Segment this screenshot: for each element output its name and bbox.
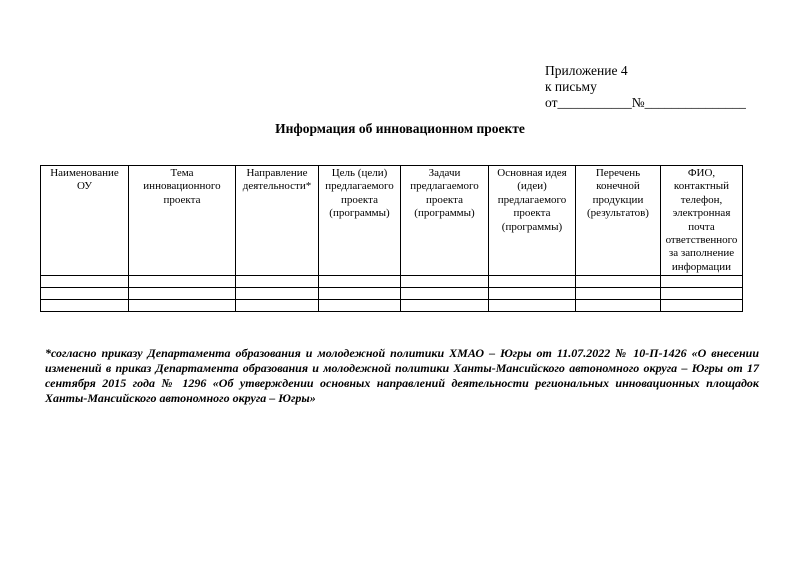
appendix-block	[545, 63, 755, 112]
table-row	[41, 288, 743, 300]
table-cell	[489, 300, 576, 312]
column-header-project-tasks: Задачи предлагаемого проекта (программы)	[401, 166, 489, 276]
project-info-table	[40, 165, 743, 312]
table-cell	[401, 300, 489, 312]
table-row	[41, 300, 743, 312]
table-cell	[576, 300, 661, 312]
column-header-contact-person: ФИО, контактный телефон, электронная почта ответственного за заполнение информации	[661, 166, 743, 276]
table-row	[41, 276, 743, 288]
footnote: *согласно приказу Департамента образования и молодежной политики ХМАО – Югры от 11.07.2022 № 10-П-1426 «О внесении изменений в приказ Департамента образования и молодежной политики Ханты-Мансийского автономного округа – Югры от 17 сентября 2015 года № 1296 «Об утверждении основных направлений деятельности региональных инновационных площадок Ханты-Мансийского автономного округа – Югры»	[45, 346, 759, 405]
table-cell	[576, 276, 661, 288]
table-cell	[129, 300, 236, 312]
appendix-line-3: от___________№_______________	[545, 95, 746, 111]
table-cell	[489, 276, 576, 288]
table-cell	[661, 288, 743, 300]
column-header-final-products: Перечень конечной продукции (результатов)	[576, 166, 661, 276]
table-cell	[236, 288, 319, 300]
table-cell	[661, 300, 743, 312]
column-header-project-goal: Цель (цели) предлагаемого проекта (программы)	[319, 166, 401, 276]
table-cell	[576, 288, 661, 300]
table-cell	[319, 276, 401, 288]
appendix-line-2: к письму	[545, 79, 597, 95]
table-cell	[401, 288, 489, 300]
column-header-institution: Наименование ОУ	[41, 166, 129, 276]
table-cell	[41, 288, 129, 300]
table-cell	[401, 276, 489, 288]
table-header-row	[41, 166, 743, 276]
appendix-line-1: Приложение 4	[545, 63, 628, 78]
column-header-main-idea: Основная идея (идеи) предлагаемого проекта (программы)	[489, 166, 576, 276]
table-cell	[129, 288, 236, 300]
table-cell	[236, 276, 319, 288]
table-cell	[129, 276, 236, 288]
table-cell	[319, 300, 401, 312]
table-cell	[489, 288, 576, 300]
table-cell	[319, 288, 401, 300]
table-cell	[661, 276, 743, 288]
column-header-project-theme: Тема инновационного проекта	[129, 166, 236, 276]
table-cell	[236, 300, 319, 312]
page-title: Информация об инновационном проекте	[275, 121, 525, 136]
column-header-activity-direction: Направление деятельности*	[236, 166, 319, 276]
table-cell	[41, 300, 129, 312]
table-cell	[41, 276, 129, 288]
